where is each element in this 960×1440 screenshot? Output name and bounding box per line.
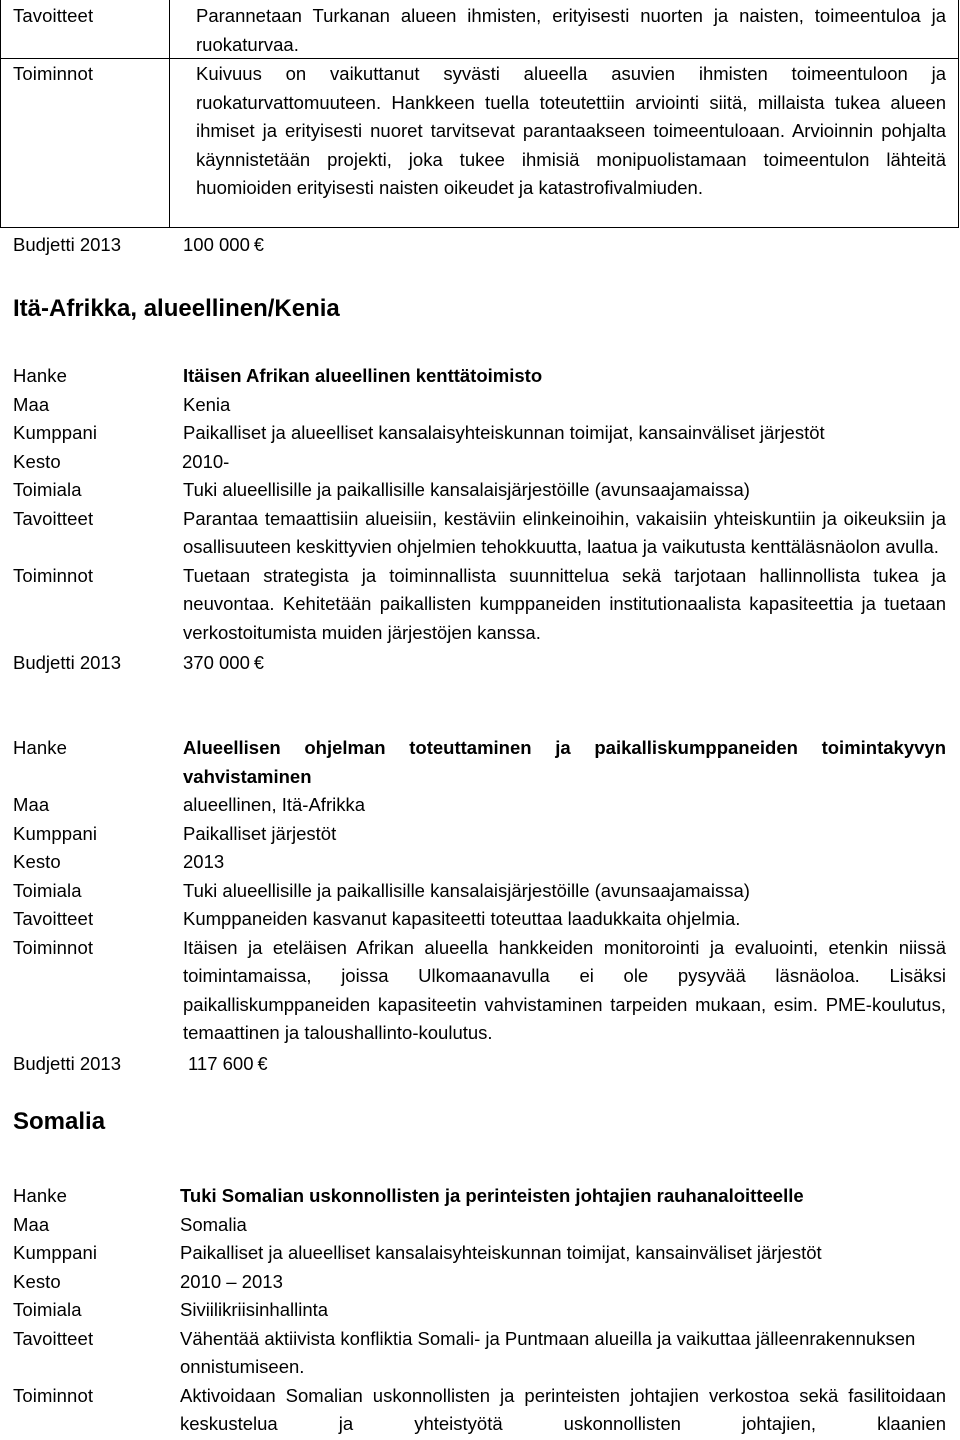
field-toimiala [0,476,960,505]
field-value: Parantaa temaattisiin alueisiin, kestäviin elinkeinoihin, vakaisiin yhteiskuntiin ja oikeuksiin ja osallisuuteen keskittyvien ohjelmien tehokkuutta, laatua ja vaikutusta kenttäläsnäolon avulla. [183,507,946,557]
field-label: Toimiala [13,479,82,500]
budget-row [0,647,960,679]
field-value: Kenia [183,393,231,415]
field-value: Tuetaan strategista ja toiminnallista suunnittelua sekä tarjotaan hallinnollista tukea ja neuvontaa. Kehitetään paikallisten kumppaneiden institutionaalista kapasiteettia ja tuetaan verkostoitumista muiden järjestöjen kanssa. [183,564,946,643]
field-label: Toimiala [13,879,82,901]
field-value: Kumppaneiden kasvanut kapasiteetti toteuttaa laadukkaita ohjelmia. [183,908,741,929]
field-label: Kesto [13,851,61,872]
field-maa [0,791,960,820]
budget-value [183,652,264,674]
field-toiminnot [0,1382,960,1439]
field-tavoitteet [0,1325,960,1382]
field-hanke [0,1182,960,1211]
field-value: 2010- [182,450,230,472]
field-tavoitteet [0,905,960,934]
field-toimiala [0,877,960,906]
section-heading: Somalia [13,1108,106,1135]
row-value: Parannetaan Turkanan alueen ihmisten, erityisesti nuorten ja naisten, toimeentuloa ja ruokaturvaa. [196,5,946,55]
project-table-turkana [0,0,960,262]
table-row-tavoitteet [0,2,960,62]
field-value: Alueellisen ohjelman toteuttaminen ja paikalliskumppaneiden toimintakyvyn vahvistaminen [183,737,946,787]
field-value: alueellinen, Itä-Afrikka [183,794,366,815]
field-value: Aktivoidaan Somalian uskonnollisten ja perinteisten johtajien verkostoa sekä fasilitoidaan keskustelua ja yhteistyötä uskonnollisten johtajien, klaanien [180,1384,946,1434]
field-label: Maa [13,1213,50,1235]
field-label: Toiminnot [13,564,94,586]
field-label: Tavoitteet [13,507,94,529]
budget-amount: 370 000 [183,652,250,673]
field-label: Kesto [13,1270,61,1292]
field-kumppani [0,419,960,448]
field-kumppani [0,1239,960,1268]
field-label: Hanke [13,737,67,758]
budget-row [0,1048,960,1080]
table-row-toiminnot [0,60,960,203]
field-toiminnot [0,934,960,1048]
field-label: Hanke [13,1185,67,1206]
row-label: Tavoitteet [13,5,94,26]
field-value: Vähentää aktiivista konfliktia Somali- ja Puntmaan alueilla ja vaikuttaa jälleenrakennuksen onnistumiseen. [180,1327,916,1377]
field-value: 2010 – 2013 [180,1270,283,1292]
field-kesto [0,848,960,877]
field-toimiala [0,1296,960,1325]
field-label: Maa [13,393,50,415]
field-kesto [0,448,960,477]
field-label: Maa [13,794,50,815]
budget-label: Budjetti 2013 [13,234,122,255]
field-maa [0,391,960,420]
project-somalia [0,1182,960,1439]
field-value: Itäisen ja eteläisen Afrikan alueella hankkeiden monitorointi ja evaluointi, etenkin niissä toimintamaissa, joissa Ulkomaanavulla ei ole pysyvää läsnäoloa. Lisäksi paikalliskumppaneiden kapasiteetin vahvistaminen tarpeiden mukaan, esim. PME-koulutus, temaattinen ja taloushallinto-koulutus. [183,936,946,1043]
euro-icon: € [257,1053,268,1074]
budget-value [188,1053,268,1075]
field-value: Paikalliset järjestöt [183,822,337,844]
budget-row [0,230,264,260]
budget-label: Budjetti 2013 [13,652,122,673]
field-kesto [0,1268,960,1297]
field-toiminnot [0,562,960,648]
euro-icon: € [253,653,264,673]
field-kumppani [0,820,960,849]
budget-label: Budjetti 2013 [13,1052,122,1074]
field-value: Paikalliset ja alueelliset kansalaisyhteiskunnan toimijat, kansainväliset järjestöt [183,422,825,443]
field-label: Toimiala [13,1299,82,1320]
section-heading: Itä-Afrikka, alueellinen/Kenia [13,295,340,322]
euro-icon: € [253,235,264,255]
field-value: Tuki alueellisille ja paikallisille kansalaisjärjestöille (avunsaajamaissa) [183,879,750,901]
field-value: Tuki alueellisille ja paikallisille kansalaisjärjestöille (avunsaajamaissa) [183,479,750,500]
field-label: Tavoitteet [13,908,94,929]
field-tavoitteet [0,505,960,562]
project-kenia [0,362,960,679]
budget-value [170,234,264,256]
field-label: Kumppani [13,1242,98,1263]
field-value: Paikalliset ja alueelliset kansalaisyhteiskunnan toimijat, kansainväliset järjestöt [180,1242,822,1263]
budget-amount: 100 000 [183,234,250,255]
field-value: 2013 [183,851,225,872]
field-label: Kesto [13,450,61,472]
field-label: Kumppani [13,422,98,443]
field-value: Siviilikriisinhallinta [180,1299,329,1320]
field-maa [0,1211,960,1240]
budget-amount: 117 600 [188,1052,254,1074]
field-hanke [0,362,960,391]
field-label: Toiminnot [13,936,94,958]
field-label: Tavoitteet [13,1327,94,1349]
row-value: Kuivuus on vaikuttanut syvästi alueella asuvien ihmisten toimeentuloon ja ruokaturvattomuuteen. Hankkeen tuella toteutettiin arviointi siitä, millaista tukea alueen ihmiset ja erityisesti nuoret tarvitsevat parantaakseen toimeentuloaan. Arvioinnin pohjalta käynnistetään projekti, joka tukee ihmisiä monipuolistamaan toimeentulon lähteitä huomioiden erityisesti naisten oikeudet ja katastrofivalmiuden. [196,63,946,198]
field-value: Somalia [180,1213,247,1235]
field-hanke [0,734,960,791]
project-regional [0,734,960,1080]
field-label: Toiminnot [13,1384,94,1406]
field-value: Itäisen Afrikan alueellinen kenttätoimisto [183,365,543,386]
row-label: Toiminnot [13,63,94,84]
field-label: Hanke [13,365,67,386]
field-value: Tuki Somalian uskonnollisten ja perinteisten johtajien rauhanaloitteelle [180,1185,804,1206]
field-label: Kumppani [13,822,98,844]
